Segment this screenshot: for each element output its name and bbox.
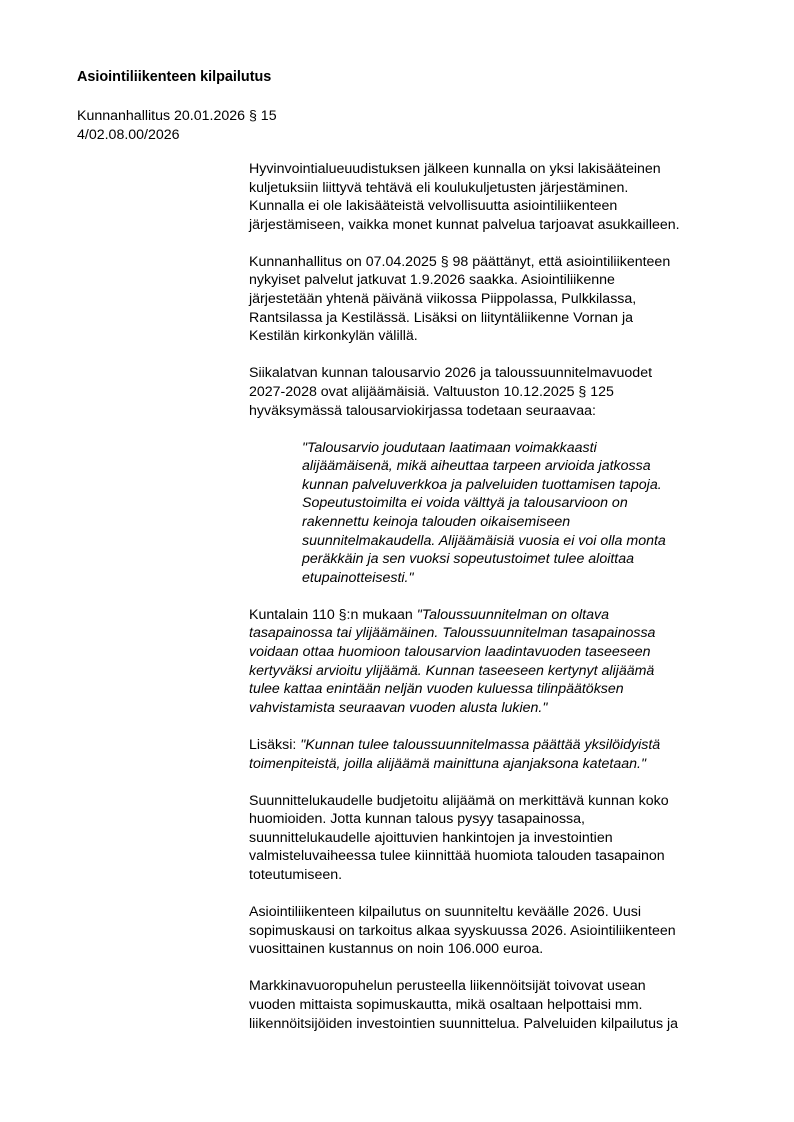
quote-line: etupainotteisesti." (302, 569, 414, 586)
quote-line: "Talousarvio joudutaan laatimaan voimakkaasti (302, 439, 597, 456)
paragraph-decision (249, 253, 749, 346)
kuntalaki-quote-start: "Taloussuunnitelman on oltava (416, 606, 609, 623)
budget-quote (302, 439, 749, 588)
text-line: järjestämiseen, vaikka monet kunnat palvelua tarjoavat asukkailleen. (249, 216, 680, 233)
paragraph-kuntalaki (249, 606, 749, 718)
text-line: kuljetuksiin liittyvä tehtävä eli koulukuljetusten järjestäminen. (249, 179, 629, 196)
quote-line: toimenpiteistä, joilla alijäämä mainittuna ajanjaksona katetaan." (249, 755, 647, 772)
text-line: suunnittelukaudelle ajoittuvien hankintojen ja investointien (249, 829, 613, 846)
quote-line: tasapainossa tai ylijäämäinen. Taloussuunnitelman tasapainossa (249, 625, 656, 642)
quote-line: kertyväksi arvioitu ylijäämä. Kunnan taseeseen kertynyt alijäämä (249, 662, 655, 679)
text-line: huomioiden. Jotta kunnan talous pysyy tasapainossa, (249, 811, 585, 828)
text-line: Kunnanhallitus on 07.04.2025 § 98 päättänyt, että asiointiliikenteen (249, 253, 671, 270)
quote-line: Sopeutustoimilta ei voida välttyä ja talousarvioon on (302, 495, 628, 512)
kuntalaki-lead: Kuntalain 110 §:n mukaan (249, 606, 417, 623)
text-line: Kunnalla ei ole lakisääteistä velvollisuutta asiointiliikenteen (249, 198, 618, 215)
quote-line: peräkkäin ja sen vuoksi sopeutustoimet tulee aloittaa (302, 551, 635, 568)
text-line: Kestilän kirkonkylän välillä. (249, 328, 418, 345)
document-title: Asiointiliikenteen kilpailutus (77, 69, 272, 85)
quote-line: suunnitelmakaudella. Alijäämäisiä vuosia ei voi olla monta (302, 532, 666, 549)
quote-line: voidaan ottaa huomioon talousarvion laadintavuoden taseeseen (249, 644, 651, 661)
document-body (249, 160, 749, 1052)
paragraph-market-dialogue (249, 977, 749, 1033)
paragraph-background (249, 160, 749, 234)
text-line: hyväksymässä talousarviokirjassa todetaan seuraavaa: (249, 402, 596, 419)
lisaksi-quote-start: "Kunnan tulee taloussuunnitelmassa päättää yksilöidyistä (300, 736, 661, 753)
quote-line: kunnan palveluverkkoa ja palveluiden tuottamisen tapoja. (302, 476, 662, 493)
text-line (249, 606, 749, 625)
text-line: liikennöitsijöiden investointien suunnittelua. Palveluiden kilpailutus ja (249, 1015, 679, 1032)
paragraph-planning (249, 792, 749, 885)
text-line: Rantsilassa ja Kestilässä. Lisäksi on liityntäliikenne Vornan ja (249, 309, 634, 326)
text-line: Markkinavuoropuhelun perusteella liikennöitsijät toivovat usean (249, 978, 646, 995)
meeting-info (77, 107, 277, 144)
lisaksi-lead: Lisäksi: (249, 736, 301, 753)
paragraph-lisaksi (249, 736, 749, 773)
text-line: 2027-2028 ovat alijäämäisiä. Valtuuston 10.12.2025 § 125 (249, 383, 614, 400)
quote-line: alijäämäisenä, mikä aiheuttaa tarpeen arvioida jatkossa (302, 458, 651, 475)
text-line: Hyvinvointialueuudistuksen jälkeen kunnalla on yksi lakisääteinen (249, 161, 661, 177)
quote-line: tulee kattaa enintään neljän vuoden kuluessa tilinpäätöksen (249, 681, 624, 698)
paragraph-budget (249, 364, 749, 420)
text-line: sopimuskausi on tarkoitus alkaa syyskuussa 2026. Asiointiliikenteen (249, 922, 676, 939)
record-id: 4/02.08.00/2026 (77, 126, 180, 143)
text-line: vuosittainen kustannus on noin 106.000 euroa. (249, 941, 544, 958)
text-line: nykyiset palvelut jatkuvat 1.9.2026 saakka. Asiointiliikenne (249, 272, 615, 289)
text-line: vuoden mittaista sopimuskautta, mikä osaltaan helpottaisi mm. (249, 996, 643, 1013)
text-line: järjestetään yhtenä päivänä viikossa Piippolassa, Pulkkilassa, (249, 291, 637, 308)
text-line: valmisteluvaiheessa tulee kiinnittää huomiota talouden tasapainon (249, 848, 665, 865)
text-line (249, 736, 749, 755)
paragraph-tender (249, 903, 749, 959)
text-line: Suunnittelukaudelle budjetoitu alijäämä on merkittävä kunnan koko (249, 792, 669, 809)
quote-line: vahvistamista seuraavan vuoden alusta lukien." (249, 699, 548, 716)
meeting-reference: Kunnanhallitus 20.01.2026 § 15 (77, 108, 277, 124)
quote-line: rakennettu keinoja talouden oikaisemiseen (302, 514, 571, 530)
text-line: Asiointiliikenteen kilpailutus on suunniteltu keväälle 2026. Uusi (249, 904, 641, 921)
text-line: Siikalatvan kunnan talousarvio 2026 ja taloussuunnitelmavuodet (249, 365, 653, 382)
text-line: toteutumiseen. (249, 867, 343, 883)
